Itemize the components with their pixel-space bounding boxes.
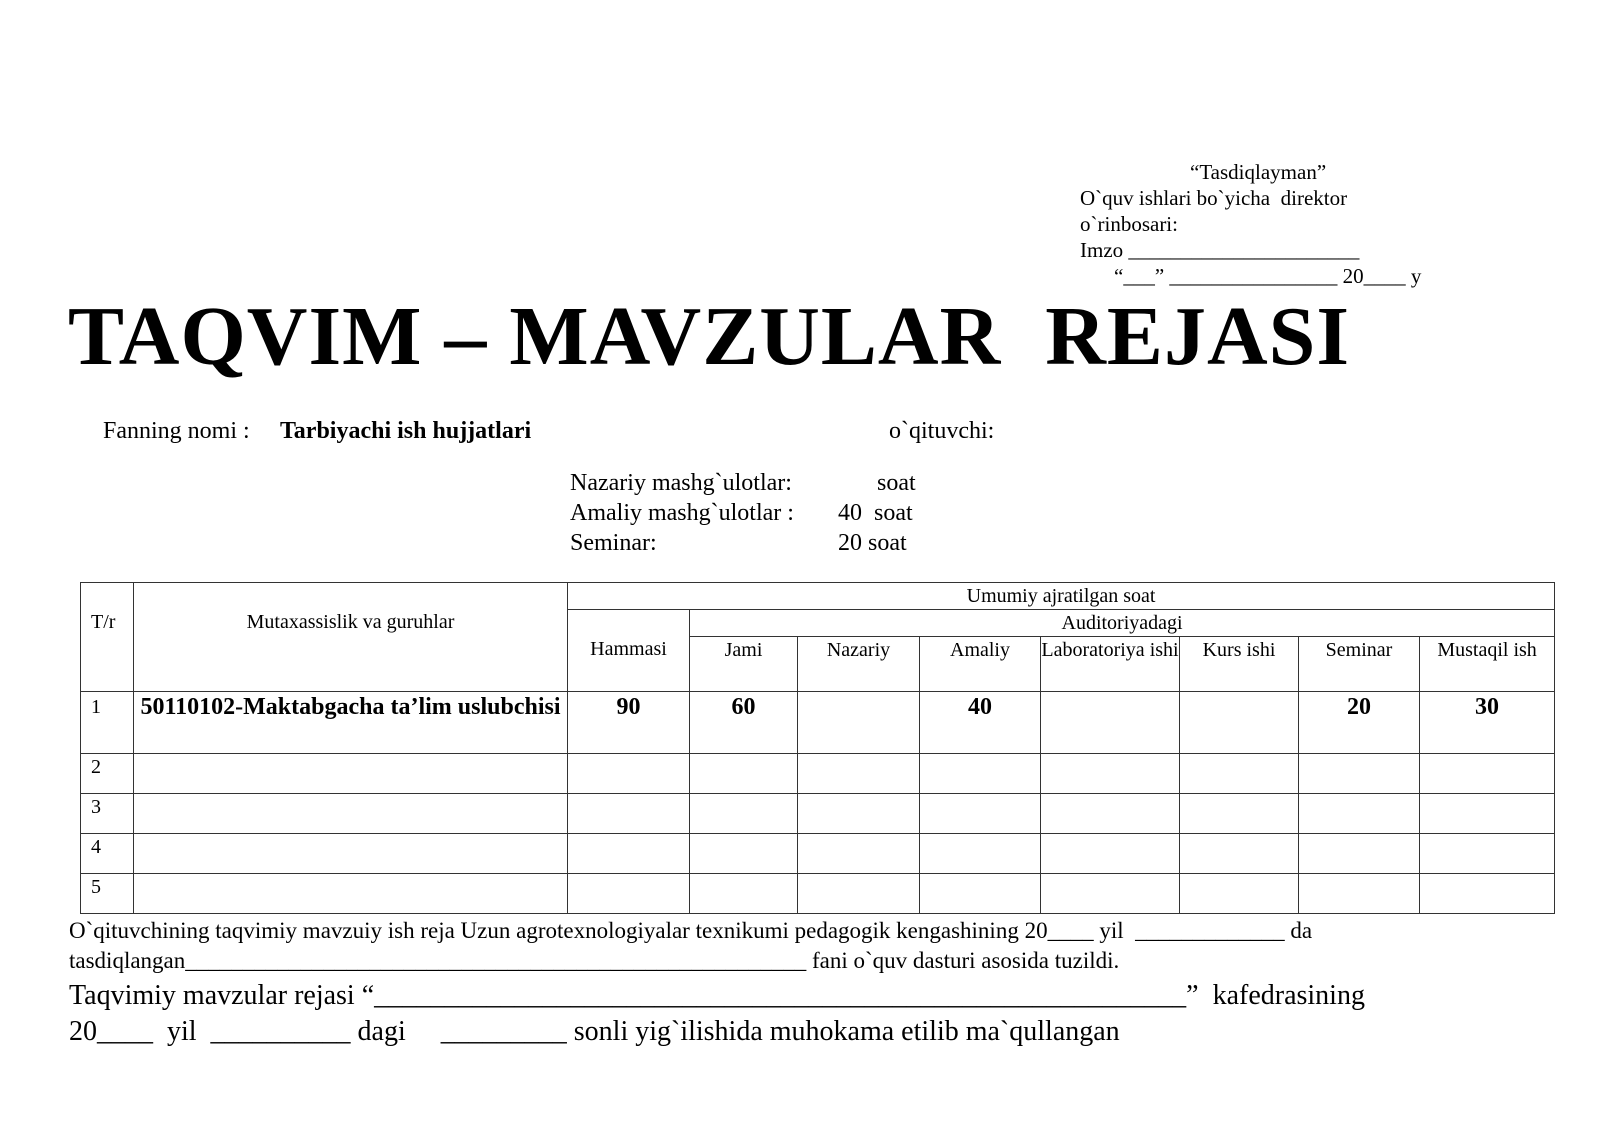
document-title: TAQVIM – MAVZULAR REJASI	[68, 290, 1351, 383]
row-specialty	[134, 834, 568, 874]
row-jami	[690, 834, 798, 874]
row-hammasi	[568, 754, 690, 794]
row-amaliy	[920, 874, 1041, 914]
row-laboratory	[1041, 834, 1180, 874]
row-amaliy	[920, 754, 1041, 794]
row-number: 4	[81, 834, 134, 874]
approval-position: O`quv ishlari bo`yicha direktor	[1080, 186, 1348, 210]
row-independent	[1420, 754, 1555, 794]
row-specialty	[134, 874, 568, 914]
row-independent	[1420, 834, 1555, 874]
col-header-amaliy: Amaliy	[920, 637, 1041, 692]
hours-seminar-label: Seminar:	[570, 530, 657, 556]
row-hammasi	[568, 794, 690, 834]
row-amaliy	[920, 794, 1041, 834]
hours-practical-label: Amaliy mashg`ulotlar :	[570, 500, 794, 526]
row-course-work	[1180, 874, 1299, 914]
approval-heading: “Tasdiqlayman”	[1190, 160, 1327, 184]
row-independent	[1420, 794, 1555, 834]
row-specialty	[134, 794, 568, 834]
row-hammasi: 90	[568, 692, 690, 754]
hours-theory-label: Nazariy mashg`ulotlar:	[570, 470, 792, 496]
subject-label: Fanning nomi :	[103, 418, 250, 444]
approval-position-cont: o`rinbosari:	[1080, 212, 1178, 236]
col-header-course-work: Kurs ishi	[1180, 637, 1299, 692]
hours-practical-value: 40 soat	[838, 500, 913, 526]
row-nazariy	[798, 874, 920, 914]
row-number: 5	[81, 874, 134, 914]
row-independent: 30	[1420, 692, 1555, 754]
row-number: 1	[81, 692, 134, 754]
hours-theory-value: soat	[877, 470, 916, 496]
footer-line-4: 20____ yil __________ dagi _________ sonli yig`ilishida muhokama etilib ma`qullangan	[69, 1016, 1120, 1047]
col-header-jami: Jami	[690, 637, 798, 692]
col-header-number: T/r	[81, 583, 134, 692]
row-laboratory	[1041, 874, 1180, 914]
table-row	[81, 794, 1555, 834]
row-laboratory	[1041, 794, 1180, 834]
row-seminar	[1299, 834, 1420, 874]
row-specialty	[134, 754, 568, 794]
group-header-auditorium: Auditoriyadagi	[690, 610, 1555, 637]
row-hammasi	[568, 874, 690, 914]
row-seminar	[1299, 794, 1420, 834]
row-specialty: 50110102-Maktabgacha ta’lim uslubchisi	[134, 692, 568, 754]
row-jami: 60	[690, 692, 798, 754]
footer-line-1: O`qituvchining taqvimiy mavzuiy ish reja Uzun agrotexnologiyalar texnikumi pedagogik kengashining 20____ yil _____________ da	[69, 918, 1313, 943]
row-nazariy	[798, 794, 920, 834]
col-header-seminar: Seminar	[1299, 637, 1420, 692]
table-row	[81, 754, 1555, 794]
hours-table	[80, 582, 1555, 914]
row-laboratory	[1041, 754, 1180, 794]
approval-signature: Imzo ______________________	[1080, 238, 1360, 262]
row-course-work	[1180, 834, 1299, 874]
group-header-total-hours: Umumiy ajratilgan soat	[568, 583, 1555, 610]
table-row	[81, 874, 1555, 914]
row-jami	[690, 794, 798, 834]
row-hammasi	[568, 834, 690, 874]
row-laboratory	[1041, 692, 1180, 754]
footer-line-2: tasdiqlangan______________________________________________________ fani o`quv dasturi asosida tuzildi.	[69, 948, 1120, 973]
row-course-work	[1180, 692, 1299, 754]
table-row	[81, 692, 1555, 754]
row-seminar	[1299, 874, 1420, 914]
subject-value: Tarbiyachi ish hujjatlari	[280, 418, 532, 444]
col-header-nazariy: Nazariy	[798, 637, 920, 692]
approval-date: “___” ________________ 20____ y	[1114, 264, 1422, 288]
row-nazariy	[798, 754, 920, 794]
row-number: 3	[81, 794, 134, 834]
row-nazariy	[798, 834, 920, 874]
row-course-work	[1180, 794, 1299, 834]
row-number: 2	[81, 754, 134, 794]
row-jami	[690, 754, 798, 794]
row-amaliy: 40	[920, 692, 1041, 754]
col-header-laboratory: Laboratoriya ishi	[1041, 637, 1180, 692]
row-seminar: 20	[1299, 692, 1420, 754]
row-seminar	[1299, 754, 1420, 794]
row-independent	[1420, 874, 1555, 914]
row-jami	[690, 874, 798, 914]
row-course-work	[1180, 754, 1299, 794]
table-row	[81, 834, 1555, 874]
col-header-hammasi: Hammasi	[568, 610, 690, 692]
footer-line-3: Taqvimiy mavzular rejasi “__________________________________________________________” kafedrasining	[69, 980, 1365, 1011]
row-amaliy	[920, 834, 1041, 874]
hours-seminar-value: 20 soat	[838, 530, 907, 556]
teacher-label: o`qituvchi:	[889, 418, 995, 444]
col-header-independent: Mustaqil ish	[1420, 637, 1555, 692]
row-nazariy	[798, 692, 920, 754]
col-header-specialty: Mutaxassislik va guruhlar	[134, 583, 568, 692]
